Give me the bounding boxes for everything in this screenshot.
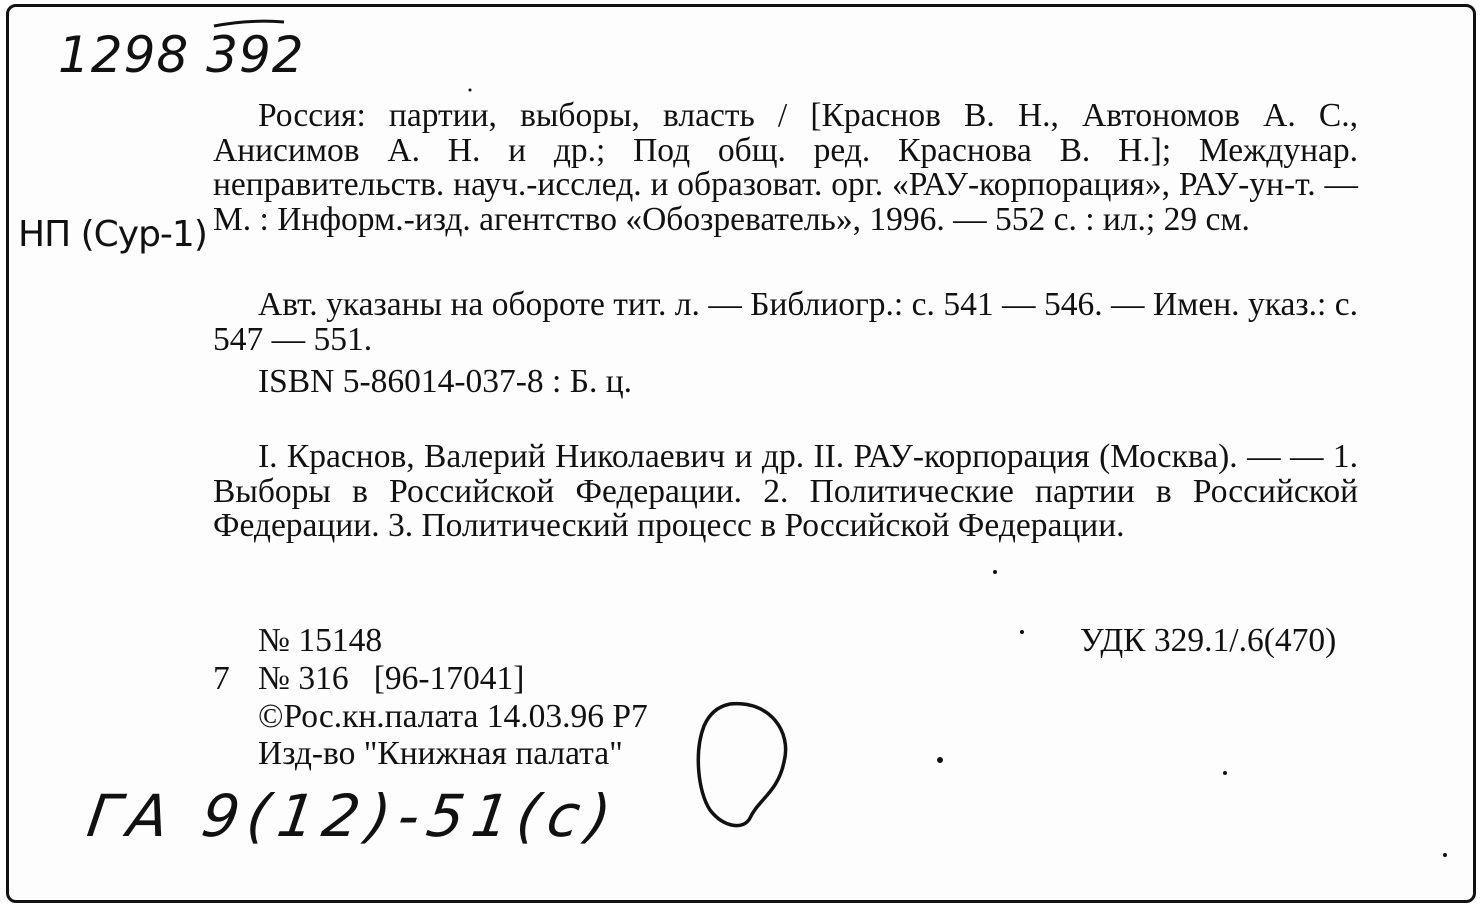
oval-stamp	[680, 692, 800, 842]
publisher-line: Изд-во "Книжная палата"	[258, 735, 623, 772]
prefix-digit: 7	[213, 660, 230, 697]
handwritten-overline	[210, 16, 290, 36]
bibliographic-entry: Россия: партии, выборы, власть / [Краснов В. Н., Автономов А. С., Анисимов А. Н. и др.; Под общ. ред. Краснова В. Н.]; Междунар. неправительств. науч.-исслед. и образоват. орг. «РАУ-корпорация», РАУ-ун-т. — М. : Информ.-изд. агентство «Обозреватель», 1996. — 552 с. : ил.; 29 см.	[213, 97, 1358, 238]
card-number: № 15148	[258, 622, 383, 659]
handwritten-shelfmark: ГА 9(12)-51(с)	[83, 782, 624, 850]
copyright-line: ©Рос.кн.палата 14.03.96 Р7	[258, 698, 648, 735]
registration-number: № 316 [96-17041]	[258, 660, 525, 697]
isbn-line: ISBN 5-86014-037-8 : Б. ц.	[258, 363, 633, 400]
udc-code: УДК 329.1/.6(470)	[1080, 622, 1337, 659]
handwritten-number: 1298 392	[58, 26, 305, 84]
subject-headings: I. Краснов, Валерий Николаевич и др. II. РАУ-корпорация (Москва). — — 1. Выборы в Российской Федерации. 2. Политические партии в Российской Федерации. 3. Политический процесс в Российской Федерации.	[213, 438, 1358, 544]
margin-mark: НП (Сур-1)	[18, 214, 207, 255]
annotation-notes: Авт. указаны на обороте тит. л. — Библиогр.: с. 541 — 546. — Имен. указ.: с. 547 — 551.	[213, 286, 1358, 358]
